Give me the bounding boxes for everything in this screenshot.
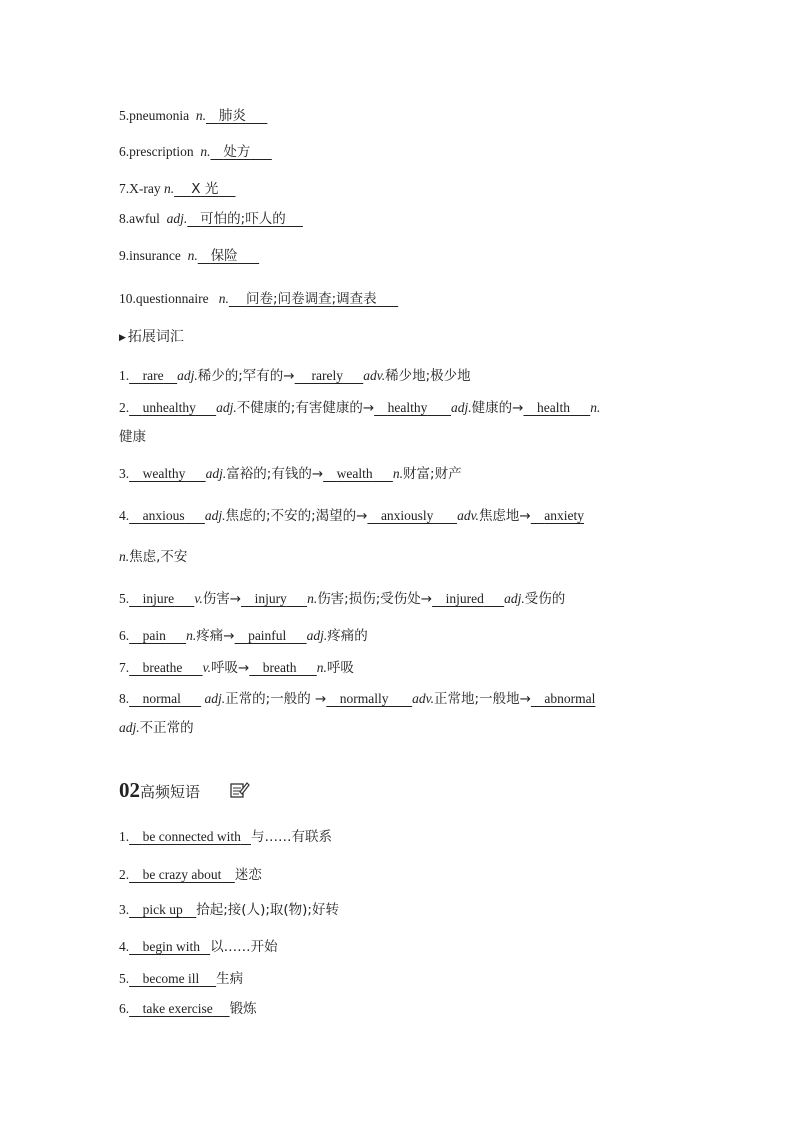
part-of-speech: n. [200, 144, 211, 159]
word: awful [129, 211, 160, 226]
phrase-item: 5. become ill 生病 [119, 971, 244, 987]
phrase-item: 2. be crazy about 迷恋 [119, 867, 262, 883]
part-of-speech: n. [218, 291, 229, 306]
expand-item-continuation: adj.不正常的 [119, 720, 194, 736]
phrase-item: 3. pick up 拾起;接(人);取(物);好转 [119, 902, 339, 918]
expand-item: 1. rare adj.稀少的;罕有的→ rarely adv.稀少地;极少地 [119, 368, 471, 384]
notepad-pencil-icon [228, 780, 250, 800]
part-of-speech: adj. [166, 211, 188, 226]
triangle-bullet-icon: ▶ [119, 333, 126, 343]
phrase-item: 6. take exercise 锻炼 [119, 1001, 257, 1017]
expand-item: 2. unhealthy adj.不健康的;有害健康的→ healthy adj.健康的→ health n. [119, 400, 601, 416]
answer: 问卷;问卷调查;调查表 [246, 291, 377, 307]
vocab-item [119, 140, 272, 160]
expand-item: 7. breathe v.呼吸→ breath n.呼吸 [119, 660, 354, 676]
word: X-ray [129, 181, 161, 196]
word: insurance [129, 248, 181, 263]
expand-item: 6. pain n.疼痛→ painful adj.疼痛的 [119, 628, 368, 644]
part-of-speech: n. [163, 181, 175, 196]
item-number: 9. [119, 248, 130, 263]
word: prescription [129, 144, 194, 159]
part-of-speech: n. [187, 248, 198, 263]
vocab-item [119, 104, 267, 124]
answer: 肺炎 [218, 108, 246, 124]
expand-item: 3. wealthy adj.富裕的;有钱的→ wealth n.财富;财产 [119, 466, 462, 482]
item-number: 5. [119, 108, 130, 123]
word: questionnaire [135, 291, 209, 306]
vocab-item [119, 244, 259, 264]
answer: 处方 [223, 144, 251, 160]
expand-item-continuation: 健康 [119, 429, 146, 445]
item-number: 8. [119, 211, 130, 226]
phrase-item: 1. be connected with 与……有联系 [119, 829, 332, 845]
answer: 保险 [210, 248, 238, 264]
expand-item: 8. normal adj.正常的;一般的 → normally adv.正常地;一般地→ abnormal [119, 691, 596, 707]
phrase-item: 4. begin with 以……开始 [119, 939, 278, 955]
section-heading: 02高频短语 [119, 778, 201, 802]
expand-item: 5. injure v.伤害→ injury n.伤害;损伤;受伤处→ injured adj.受伤的 [119, 591, 566, 607]
item-number: 10. [119, 291, 136, 306]
answer: 可怕的;吓人的 [200, 211, 286, 227]
vocab-item [119, 207, 303, 227]
item-number: 6. [119, 144, 130, 159]
answer: X 光 [191, 181, 219, 197]
expand-item-continuation: n.焦虑,不安 [119, 549, 188, 565]
vocab-item [119, 177, 236, 197]
word: pneumonia [129, 108, 190, 123]
subheading: ▶ 拓展词汇 [119, 329, 184, 345]
vocab-item [119, 287, 398, 307]
item-number: 7. [119, 181, 130, 196]
part-of-speech: n. [195, 108, 206, 123]
expand-item: 4. anxious adj.焦虑的;不安的;渴望的→ anxiously adv.焦虑地→ anxiety [119, 508, 584, 524]
